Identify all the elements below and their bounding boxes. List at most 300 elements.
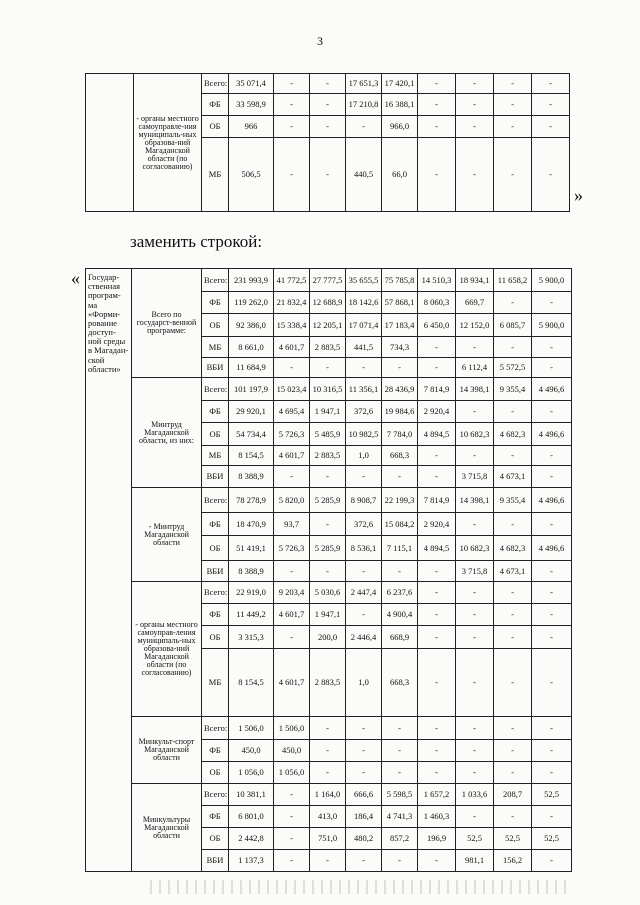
table-row [86, 488, 572, 513]
value-cell: 14 398,1 [456, 378, 494, 401]
value-cell: 413,0 [310, 806, 346, 828]
value-cell: 5 285,9 [310, 488, 346, 513]
value-cell: - [310, 358, 346, 378]
value-cell: - [494, 582, 532, 604]
value-cell: 857,2 [382, 828, 418, 850]
value-cell: - [532, 513, 572, 536]
value-cell: 1 164,0 [310, 784, 346, 806]
value-cell: - [532, 649, 572, 717]
value-cell: 981,1 [456, 850, 494, 872]
value-cell: - [310, 740, 346, 762]
value-cell: 372,6 [346, 401, 382, 423]
source-cell: ВБИ [202, 850, 229, 872]
table-row [86, 784, 572, 806]
value-cell: 4 741,3 [382, 806, 418, 828]
value-cell: - [310, 466, 346, 488]
source-cell: ФБ [202, 604, 229, 626]
source-cell: Всего: [202, 269, 229, 292]
value-cell: 4 673,1 [494, 561, 532, 582]
value-cell: 52,5 [532, 828, 572, 850]
value-cell: 93,7 [274, 513, 310, 536]
value-cell: 2 883,5 [310, 446, 346, 466]
scan-noise [150, 880, 570, 894]
value-cell: 22 199,3 [382, 488, 418, 513]
value-cell: 17 071,4 [346, 314, 382, 337]
value-cell: 29 920,1 [229, 401, 274, 423]
value-cell: - [382, 762, 418, 784]
value-cell: 10 682,3 [456, 423, 494, 446]
value-cell: 450,0 [274, 740, 310, 762]
value-cell: 966 [229, 116, 274, 138]
value-cell: 11 356,1 [346, 378, 382, 401]
value-cell: 1,0 [346, 649, 382, 717]
value-cell: 16 388,1 [382, 94, 418, 116]
executor-cell: - органы местного самоуправле-ния муниципаль-ных образова-ний Магаданской области (по согласованию) [134, 74, 202, 212]
value-cell: 10 982,5 [346, 423, 382, 446]
value-cell: 35 071,4 [229, 74, 274, 94]
value-cell: 10 381,1 [229, 784, 274, 806]
value-cell: 7 814,9 [418, 488, 456, 513]
value-cell: - [418, 446, 456, 466]
value-cell: - [456, 717, 494, 740]
value-cell: 15 338,4 [274, 314, 310, 337]
value-cell: 12 152,0 [456, 314, 494, 337]
value-cell: - [310, 513, 346, 536]
value-cell: - [456, 138, 494, 212]
value-cell: - [310, 561, 346, 582]
value-cell: - [310, 94, 346, 116]
value-cell: 17 183,4 [382, 314, 418, 337]
value-cell: 4 673,1 [494, 466, 532, 488]
value-cell: 9 355,4 [494, 378, 532, 401]
value-cell: 5 285,9 [310, 536, 346, 561]
source-cell: МБ [202, 138, 229, 212]
value-cell: 668,3 [382, 649, 418, 717]
value-cell: 17 651,3 [346, 74, 382, 94]
value-cell: - [418, 116, 456, 138]
value-cell: - [456, 604, 494, 626]
value-cell: 10 682,3 [456, 536, 494, 561]
source-cell: ОБ [202, 536, 229, 561]
value-cell: - [532, 582, 572, 604]
value-cell: 1 506,0 [229, 717, 274, 740]
value-cell: - [274, 94, 310, 116]
value-cell: 3 315,3 [229, 626, 274, 649]
value-cell: - [346, 561, 382, 582]
value-cell: - [494, 740, 532, 762]
value-cell: 669,7 [456, 292, 494, 314]
value-cell: - [532, 116, 570, 138]
value-cell: - [456, 337, 494, 358]
source-cell: ВБИ [202, 466, 229, 488]
value-cell: 5 900,0 [532, 314, 572, 337]
source-cell: Всего: [202, 717, 229, 740]
value-cell: - [494, 74, 532, 94]
value-cell: 101 197,9 [229, 378, 274, 401]
table-new-row [85, 268, 572, 872]
value-cell: 208,7 [494, 784, 532, 806]
value-cell: - [494, 806, 532, 828]
value-cell: - [494, 626, 532, 649]
value-cell: - [274, 466, 310, 488]
value-cell: - [346, 604, 382, 626]
value-cell: 1 033,6 [456, 784, 494, 806]
value-cell: - [532, 604, 572, 626]
value-cell: 5 598,5 [382, 784, 418, 806]
value-cell: - [310, 138, 346, 212]
value-cell: - [494, 717, 532, 740]
value-cell: - [310, 116, 346, 138]
value-cell: 52,5 [532, 784, 572, 806]
value-cell: 52,5 [456, 828, 494, 850]
value-cell: 27 777,5 [310, 269, 346, 292]
value-cell: - [532, 762, 572, 784]
value-cell: - [456, 762, 494, 784]
value-cell: - [456, 582, 494, 604]
value-cell: 8 154,5 [229, 649, 274, 717]
value-cell: 52,5 [494, 828, 532, 850]
replace-heading: заменить строкой: [130, 232, 263, 251]
value-cell: 2 920,4 [418, 513, 456, 536]
value-cell: 4 900,4 [382, 604, 418, 626]
value-cell: - [418, 138, 456, 212]
value-cell: - [418, 561, 456, 582]
value-cell: - [346, 740, 382, 762]
value-cell: 5 485,9 [310, 423, 346, 446]
value-cell: 1 506,0 [274, 717, 310, 740]
value-cell: - [274, 806, 310, 828]
source-cell: ФБ [202, 401, 229, 423]
value-cell: - [418, 850, 456, 872]
value-cell: 1 056,0 [229, 762, 274, 784]
source-cell: Всего: [202, 378, 229, 401]
value-cell: 5 726,3 [274, 536, 310, 561]
value-cell: 3 715,8 [456, 466, 494, 488]
value-cell: 8 154,5 [229, 446, 274, 466]
source-cell: ОБ [202, 828, 229, 850]
value-cell: - [274, 116, 310, 138]
value-cell: 196,9 [418, 828, 456, 850]
value-cell: 119 262,0 [229, 292, 274, 314]
value-cell: - [346, 850, 382, 872]
table-row [86, 582, 572, 604]
value-cell: 8 661,0 [229, 337, 274, 358]
value-cell: - [274, 74, 310, 94]
value-cell: - [382, 717, 418, 740]
value-cell: - [418, 74, 456, 94]
value-cell: - [532, 358, 572, 378]
value-cell: 2 447,4 [346, 582, 382, 604]
value-cell: 4 695,4 [274, 401, 310, 423]
value-cell: 22 919,0 [229, 582, 274, 604]
value-cell: - [532, 717, 572, 740]
value-cell: - [494, 604, 532, 626]
value-cell: 78 278,9 [229, 488, 274, 513]
executor-cell: Минкультуры Магаданской области [132, 784, 202, 872]
value-cell: - [418, 466, 456, 488]
value-cell: 1 657,2 [418, 784, 456, 806]
table-row [86, 378, 572, 401]
value-cell: 15 023,4 [274, 378, 310, 401]
value-cell: 4 496,6 [532, 423, 572, 446]
value-cell: 12 688,9 [310, 292, 346, 314]
value-cell: 18 142,6 [346, 292, 382, 314]
value-cell: - [274, 138, 310, 212]
value-cell: 6 085,7 [494, 314, 532, 337]
source-cell: ВБИ [202, 358, 229, 378]
value-cell: 4 496,6 [532, 488, 572, 513]
value-cell: - [418, 626, 456, 649]
table-row [86, 717, 572, 740]
value-cell: 6 801,0 [229, 806, 274, 828]
value-cell: - [382, 850, 418, 872]
value-cell: 440,5 [346, 138, 382, 212]
value-cell: - [494, 138, 532, 212]
value-cell: 6 237,6 [382, 582, 418, 604]
value-cell: - [532, 94, 570, 116]
value-cell: - [532, 138, 570, 212]
value-cell: 8 388,9 [229, 466, 274, 488]
value-cell: - [532, 292, 572, 314]
value-cell: - [494, 446, 532, 466]
executor-cell: Минтруд Магаданской области, из них: [132, 378, 202, 488]
value-cell: 12 205,1 [310, 314, 346, 337]
source-cell: ФБ [202, 806, 229, 828]
value-cell: 1 056,0 [274, 762, 310, 784]
value-cell: 506,5 [229, 138, 274, 212]
value-cell: 5 572,5 [494, 358, 532, 378]
source-cell: ФБ [202, 513, 229, 536]
source-cell: Всего: [202, 74, 229, 94]
value-cell: 1,0 [346, 446, 382, 466]
source-cell: ФБ [202, 740, 229, 762]
source-cell: Всего: [202, 784, 229, 806]
value-cell: 8 060,3 [418, 292, 456, 314]
value-cell: - [418, 604, 456, 626]
value-cell: 18 934,1 [456, 269, 494, 292]
source-cell: ОБ [202, 314, 229, 337]
value-cell: 2 883,5 [310, 649, 346, 717]
value-cell: 668,9 [382, 626, 418, 649]
value-cell: - [456, 401, 494, 423]
value-cell: - [346, 358, 382, 378]
value-cell: 7 115,1 [382, 536, 418, 561]
value-cell: 11 684,9 [229, 358, 274, 378]
value-cell: - [532, 561, 572, 582]
value-cell: - [532, 850, 572, 872]
closing-quote: » [574, 185, 583, 205]
value-cell: - [456, 74, 494, 94]
opening-quote: « [71, 268, 80, 288]
value-cell: - [346, 116, 382, 138]
value-cell: - [456, 626, 494, 649]
value-cell: - [418, 358, 456, 378]
value-cell: - [310, 717, 346, 740]
value-cell: 2 442,8 [229, 828, 274, 850]
value-cell: 751,0 [310, 828, 346, 850]
value-cell: - [274, 828, 310, 850]
value-cell: 2 446,4 [346, 626, 382, 649]
value-cell: - [418, 762, 456, 784]
source-cell: ОБ [202, 423, 229, 446]
value-cell: - [274, 850, 310, 872]
value-cell: - [532, 466, 572, 488]
value-cell: 9 355,4 [494, 488, 532, 513]
value-cell: - [456, 649, 494, 717]
value-cell: - [456, 513, 494, 536]
value-cell: 57 868,1 [382, 292, 418, 314]
value-cell: 1 947,1 [310, 401, 346, 423]
value-cell: 14 510,3 [418, 269, 456, 292]
value-cell: - [456, 806, 494, 828]
source-cell: Всего: [202, 488, 229, 513]
value-cell: 4 894,5 [418, 536, 456, 561]
value-cell: 21 832,4 [274, 292, 310, 314]
value-cell: 4 496,6 [532, 378, 572, 401]
value-cell: 8 536,1 [346, 536, 382, 561]
value-cell: 7 784,0 [382, 423, 418, 446]
value-cell: - [532, 401, 572, 423]
value-cell: 186,4 [346, 806, 382, 828]
value-cell: - [418, 717, 456, 740]
value-cell: - [532, 740, 572, 762]
value-cell: 5 030,6 [310, 582, 346, 604]
table-row [86, 74, 570, 94]
value-cell: 8 388,9 [229, 561, 274, 582]
value-cell: 8 908,7 [346, 488, 382, 513]
value-cell: 14 398,1 [456, 488, 494, 513]
value-cell: - [418, 94, 456, 116]
value-cell: 75 785,8 [382, 269, 418, 292]
value-cell: 666,6 [346, 784, 382, 806]
source-cell: ФБ [202, 292, 229, 314]
value-cell: - [456, 94, 494, 116]
source-cell: МБ [202, 446, 229, 466]
value-cell: 4 496,6 [532, 536, 572, 561]
source-cell: ОБ [202, 626, 229, 649]
value-cell: 28 436,9 [382, 378, 418, 401]
value-cell: 668,3 [382, 446, 418, 466]
source-cell: ОБ [202, 116, 229, 138]
value-cell: - [274, 561, 310, 582]
executor-cell: Всего по государст-венной программе: [132, 269, 202, 378]
value-cell: 4 601,7 [274, 604, 310, 626]
value-cell: 4 682,3 [494, 536, 532, 561]
value-cell: 10 316,5 [310, 378, 346, 401]
value-cell: - [456, 740, 494, 762]
value-cell: 2 920,4 [418, 401, 456, 423]
value-cell: 17 210,8 [346, 94, 382, 116]
value-cell: - [532, 337, 572, 358]
value-cell: 4 601,7 [274, 446, 310, 466]
value-cell: 18 470,9 [229, 513, 274, 536]
value-cell: 33 598,9 [229, 94, 274, 116]
value-cell: 54 734,4 [229, 423, 274, 446]
table-previous-row [85, 73, 570, 212]
executor-cell: Минкульт-спорт Магаданской области [132, 717, 202, 784]
value-cell: - [346, 762, 382, 784]
value-cell: - [274, 626, 310, 649]
value-cell: - [532, 626, 572, 649]
program-name-cell [86, 74, 134, 212]
value-cell: - [456, 116, 494, 138]
value-cell: - [418, 740, 456, 762]
value-cell: 1 460,3 [418, 806, 456, 828]
value-cell: 9 203,4 [274, 582, 310, 604]
value-cell: - [494, 94, 532, 116]
value-cell: 372,6 [346, 513, 382, 536]
value-cell: - [274, 358, 310, 378]
value-cell: 17 420,1 [382, 74, 418, 94]
value-cell: - [382, 466, 418, 488]
value-cell: 450,0 [229, 740, 274, 762]
value-cell: 1 947,1 [310, 604, 346, 626]
value-cell: - [346, 717, 382, 740]
value-cell: 734,3 [382, 337, 418, 358]
source-cell: ФБ [202, 94, 229, 116]
value-cell: 92 386,0 [229, 314, 274, 337]
value-cell: - [494, 649, 532, 717]
source-cell: ВБИ [202, 561, 229, 582]
value-cell: - [494, 513, 532, 536]
value-cell: - [532, 806, 572, 828]
value-cell: - [310, 762, 346, 784]
value-cell: - [456, 446, 494, 466]
value-cell: 11 658,2 [494, 269, 532, 292]
source-cell: Всего: [202, 582, 229, 604]
value-cell: - [310, 74, 346, 94]
value-cell: 4 682,3 [494, 423, 532, 446]
source-cell: МБ [202, 649, 229, 717]
value-cell: 19 984,6 [382, 401, 418, 423]
value-cell: 7 814,9 [418, 378, 456, 401]
value-cell: 41 772,5 [274, 269, 310, 292]
value-cell: 480,2 [346, 828, 382, 850]
value-cell: 6 112,4 [456, 358, 494, 378]
value-cell: 66,0 [382, 138, 418, 212]
source-cell: МБ [202, 337, 229, 358]
value-cell: 5 820,0 [274, 488, 310, 513]
program-name-cell: Государ-ственная програм-ма «Форми-рование доступ-ной среды в Магадан-ской области» [86, 269, 132, 872]
value-cell: 156,2 [494, 850, 532, 872]
value-cell: 231 993,9 [229, 269, 274, 292]
value-cell: 4 601,7 [274, 337, 310, 358]
value-cell: - [382, 561, 418, 582]
executor-cell: - органы местного самоуправ-ления муниципаль-ных образова-ний Магаданской области (по согласованию) [132, 582, 202, 717]
value-cell: - [532, 74, 570, 94]
value-cell: 4 894,5 [418, 423, 456, 446]
value-cell: - [494, 762, 532, 784]
value-cell: - [382, 358, 418, 378]
value-cell: 5 726,3 [274, 423, 310, 446]
value-cell: - [382, 740, 418, 762]
executor-cell: - Минтруд Магаданской области [132, 488, 202, 582]
value-cell: 966,0 [382, 116, 418, 138]
value-cell: 6 450,0 [418, 314, 456, 337]
source-cell: ОБ [202, 762, 229, 784]
value-cell: 15 084,2 [382, 513, 418, 536]
value-cell: - [532, 446, 572, 466]
value-cell: - [494, 292, 532, 314]
value-cell: 1 137,3 [229, 850, 274, 872]
value-cell: 4 601,7 [274, 649, 310, 717]
value-cell: 35 655,5 [346, 269, 382, 292]
value-cell: - [494, 337, 532, 358]
value-cell: - [494, 401, 532, 423]
value-cell: 11 449,2 [229, 604, 274, 626]
value-cell: - [274, 784, 310, 806]
value-cell: - [418, 649, 456, 717]
